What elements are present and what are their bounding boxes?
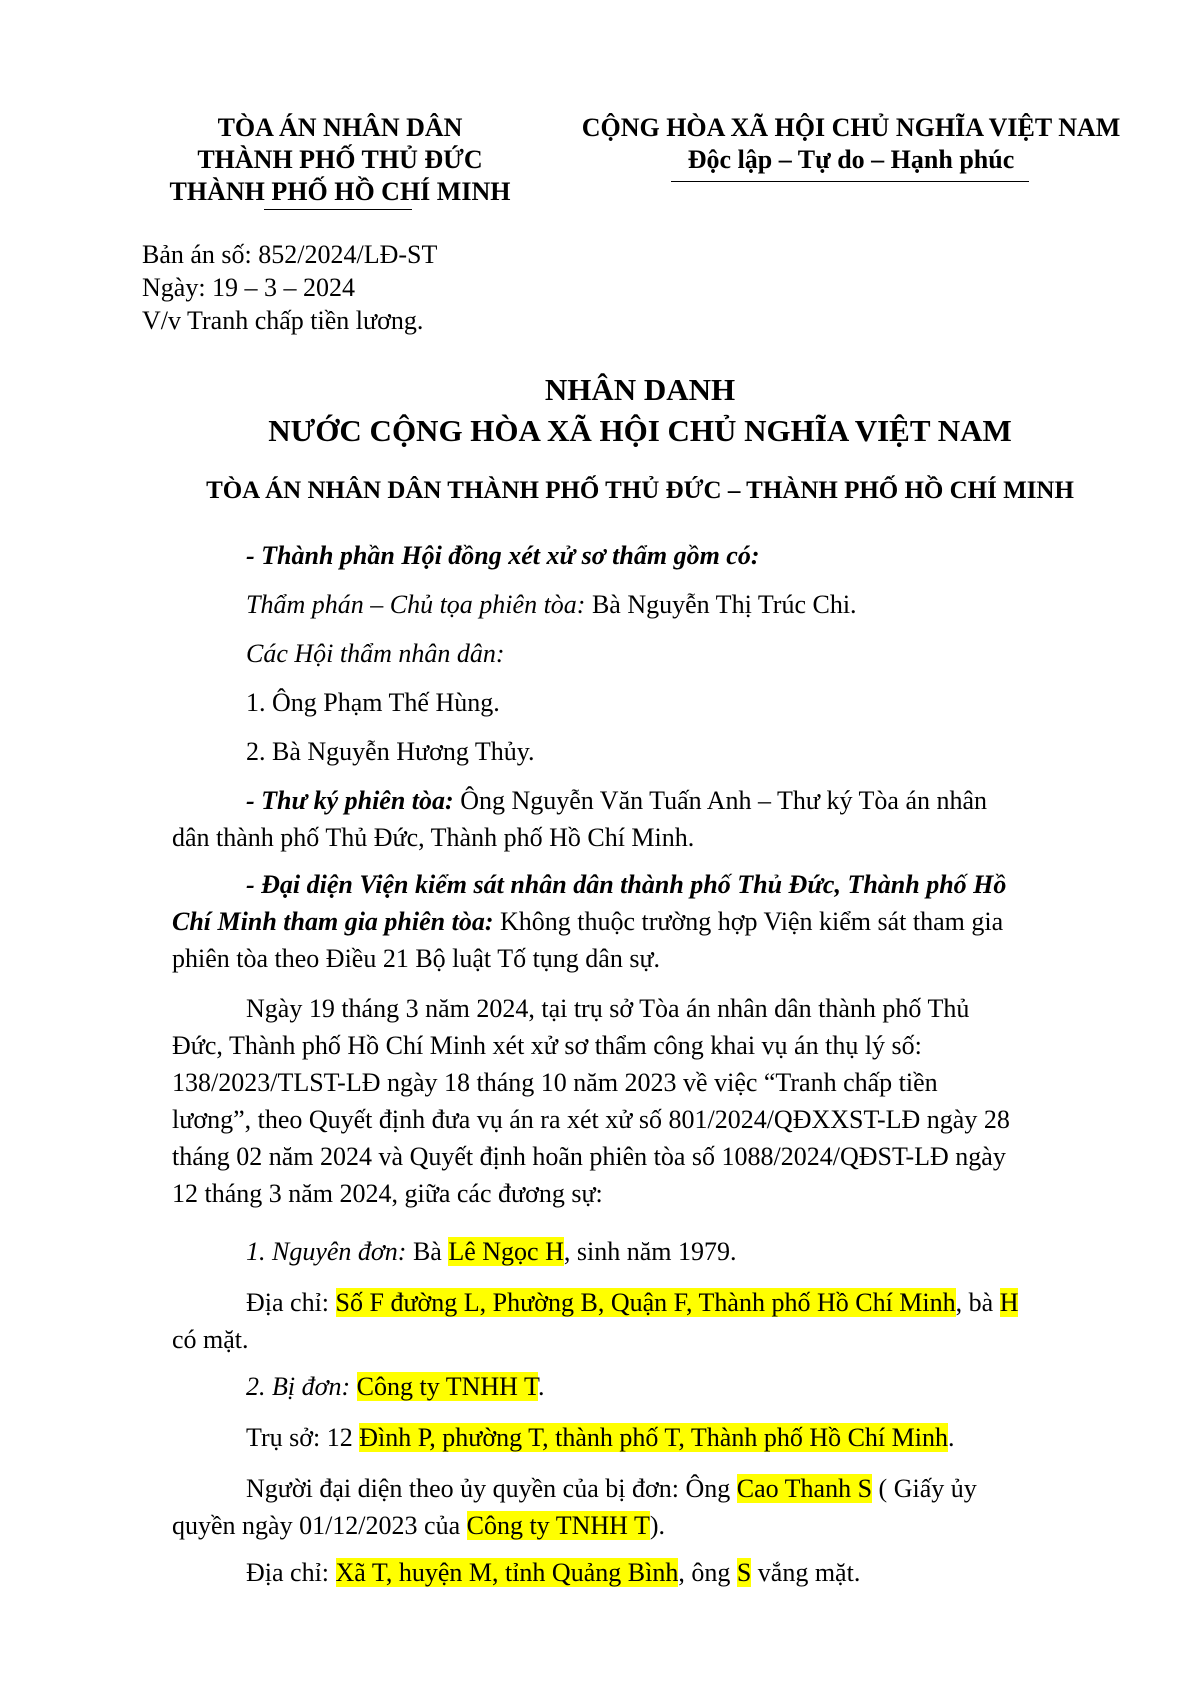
representative-address: Xã T, huyện M, tỉnh Quảng Bình [335, 1558, 679, 1587]
national-name: CỘNG HÒA XÃ HỘI CHỦ NGHĨA VIỆT NAM [581, 113, 1121, 142]
representative-line2-end: ). [649, 1511, 665, 1540]
plaintiff-label: 1. Nguyên đơn: [246, 1237, 407, 1266]
representative-paragraph [172, 1470, 1082, 1544]
plaintiff-name: Lê Ngọc H [448, 1237, 564, 1266]
case-date: Ngày: 19 – 3 – 2024 [142, 273, 356, 302]
clerk-line1: Ông Nguyễn Văn Tuấn Anh – Thư ký Tòa án nhân [453, 786, 988, 815]
judge-name: Bà Nguyễn Thị Trúc Chi. [585, 590, 857, 619]
representative-mid: ( Giấy ủy [872, 1474, 977, 1503]
procuracy-text-line3: phiên tòa theo Điều 21 Bộ luật Tố tụng dân sự. [172, 944, 661, 973]
clerk-paragraph [172, 782, 1082, 856]
court-name-line2: THÀNH PHỐ THỦ ĐỨC [197, 145, 483, 174]
representative-line2-prefix: quyền ngày 01/12/2023 của [172, 1511, 467, 1540]
court-name-line1: TÒA ÁN NHÂN DÂN [217, 113, 463, 142]
judge-label: Thẩm phán – Chủ tọa phiên tòa: [246, 590, 586, 619]
case-number: Bản án số: 852/2024/LĐ-ST [142, 240, 438, 269]
representative-presence: vắng mặt. [751, 1558, 861, 1587]
clerk-line2: dân thành phố Thủ Đức, Thành phố Hồ Chí Minh. [172, 823, 695, 852]
representative-prefix: Người đại diện theo ủy quyền của bị đơn: Ông [246, 1474, 737, 1503]
assessor-2: 2. Bà Nguyễn Hương Thủy. [246, 737, 535, 766]
court-title: TÒA ÁN NHÂN DÂN THÀNH PHỐ THỦ ĐỨC – THÀNH PHỐ HỒ CHÍ MINH [206, 477, 1074, 504]
hearing-line2: Đức, Thành phố Hồ Chí Minh xét xử sơ thẩm công khai vụ án thụ lý số: [172, 1031, 922, 1060]
plaintiff-address: Số F đường L, Phường B, Quận F, Thành phố Hồ Chí Minh [335, 1288, 956, 1317]
hearing-line5: tháng 02 năm 2024 và Quyết định hoãn phiên tòa số 1088/2024/QĐST-LĐ ngày [172, 1142, 1006, 1171]
plaintiff-address-paragraph [172, 1284, 1082, 1358]
plaintiff-address-label: Địa chỉ: [246, 1288, 336, 1317]
court-name-line3: THÀNH PHỐ HỒ CHÍ MINH [169, 177, 511, 206]
procuracy-label-line1: - Đại diện Viện kiểm sát nhân dân thành phố Thủ Đức, Thành phố Hồ [246, 870, 1007, 899]
case-meta [142, 238, 437, 337]
judge-line [172, 586, 1082, 623]
panel-heading: - Thành phần Hội đồng xét xử sơ thẩm gồm có: [246, 541, 760, 570]
assessors-label: Các Hội thẩm nhân dân: [246, 639, 505, 668]
defendant-hq-label: Trụ sở: 12 [246, 1423, 360, 1452]
hearing-line6: 12 tháng 3 năm 2024, giữa các đương sự: [172, 1179, 603, 1208]
title-in-the-name: NHÂN DANH [544, 372, 736, 407]
national-header [568, 112, 1134, 176]
hearing-line4: lương”, theo Quyết định đưa vụ án ra xét xử số 801/2024/QĐXXST-LĐ ngày 28 [172, 1105, 1010, 1134]
representative-address-mid: , ông [678, 1558, 737, 1587]
plaintiff-line [172, 1233, 1082, 1270]
representative-address-line [172, 1554, 1082, 1591]
representative-company: Công ty TNHH T [466, 1511, 650, 1540]
representative-name: Cao Thanh S [736, 1474, 873, 1503]
hearing-line3: 138/2023/TLST-LĐ ngày 18 tháng 10 năm 2023 về việc “Tranh chấp tiền [172, 1068, 938, 1097]
assessor-1: 1. Ông Phạm Thế Hùng. [246, 688, 500, 717]
plaintiff-address-mid: , bà [955, 1288, 1000, 1317]
defendant-name-end: . [537, 1372, 545, 1401]
national-motto-underline [671, 181, 1029, 182]
plaintiff-presence: có mặt. [172, 1325, 249, 1354]
plaintiff-short-name: H [999, 1288, 1019, 1317]
court-header [150, 112, 530, 208]
plaintiff-prefix: Bà [406, 1237, 449, 1266]
defendant-line [172, 1368, 1082, 1405]
hearing-paragraph [172, 990, 1082, 1212]
hearing-line1: Ngày 19 tháng 3 năm 2024, tại trụ sở Tòa án nhân dân thành phố Thủ [246, 994, 970, 1023]
defendant-hq-line [172, 1419, 1082, 1456]
representative-address-label: Địa chỉ: [246, 1558, 336, 1587]
defendant-hq-end: . [948, 1423, 955, 1452]
representative-short-name: S [736, 1558, 752, 1587]
court-header-underline [264, 209, 412, 210]
procuracy-paragraph [172, 866, 1082, 977]
defendant-hq-address: Đình P, phường T, thành phố T, Thành phố Hồ Chí Minh [359, 1423, 949, 1452]
clerk-label: - Thư ký phiên tòa: [246, 786, 454, 815]
national-motto: Độc lập – Tự do – Hạnh phúc [687, 145, 1015, 174]
procuracy-label-line2: Chí Minh tham gia phiên tòa: [172, 907, 494, 936]
plaintiff-birth: , sinh năm 1979. [563, 1237, 737, 1266]
procuracy-text-line2: Không thuộc trường hợp Viện kiểm sát tham gia [493, 907, 1004, 936]
case-subject: V/v Tranh chấp tiền lương. [142, 306, 424, 335]
title-nation: NƯỚC CỘNG HÒA XÃ HỘI CHỦ NGHĨA VIỆT NAM [268, 413, 1012, 448]
defendant-label: 2. Bị đơn: [246, 1372, 351, 1401]
defendant-name: Công ty TNHH T [356, 1372, 538, 1401]
